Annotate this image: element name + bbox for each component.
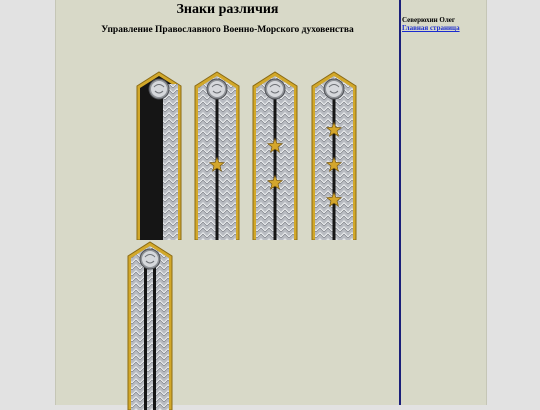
author-name: Северюхин Олег [402,16,456,24]
main-column [56,0,399,405]
page-title: Знаки различия [176,2,279,17]
page-frame [55,0,487,405]
button-icon [149,79,169,99]
shoulder-board-5 [124,240,176,410]
button-icon [324,79,344,99]
page-subtitle: Управление Православного Военно-Морского духовенства [101,25,354,35]
home-page-link[interactable]: Главная страница [402,24,460,32]
shoulder-board-1 [133,70,185,240]
shoulder-board-3 [249,70,301,240]
column-divider [399,0,401,405]
shoulder-board-2 [191,70,243,240]
button-icon [207,79,227,99]
shoulder-board-4 [308,70,360,240]
button-icon [265,79,285,99]
button-icon [140,249,160,269]
sidebar [402,16,484,32]
